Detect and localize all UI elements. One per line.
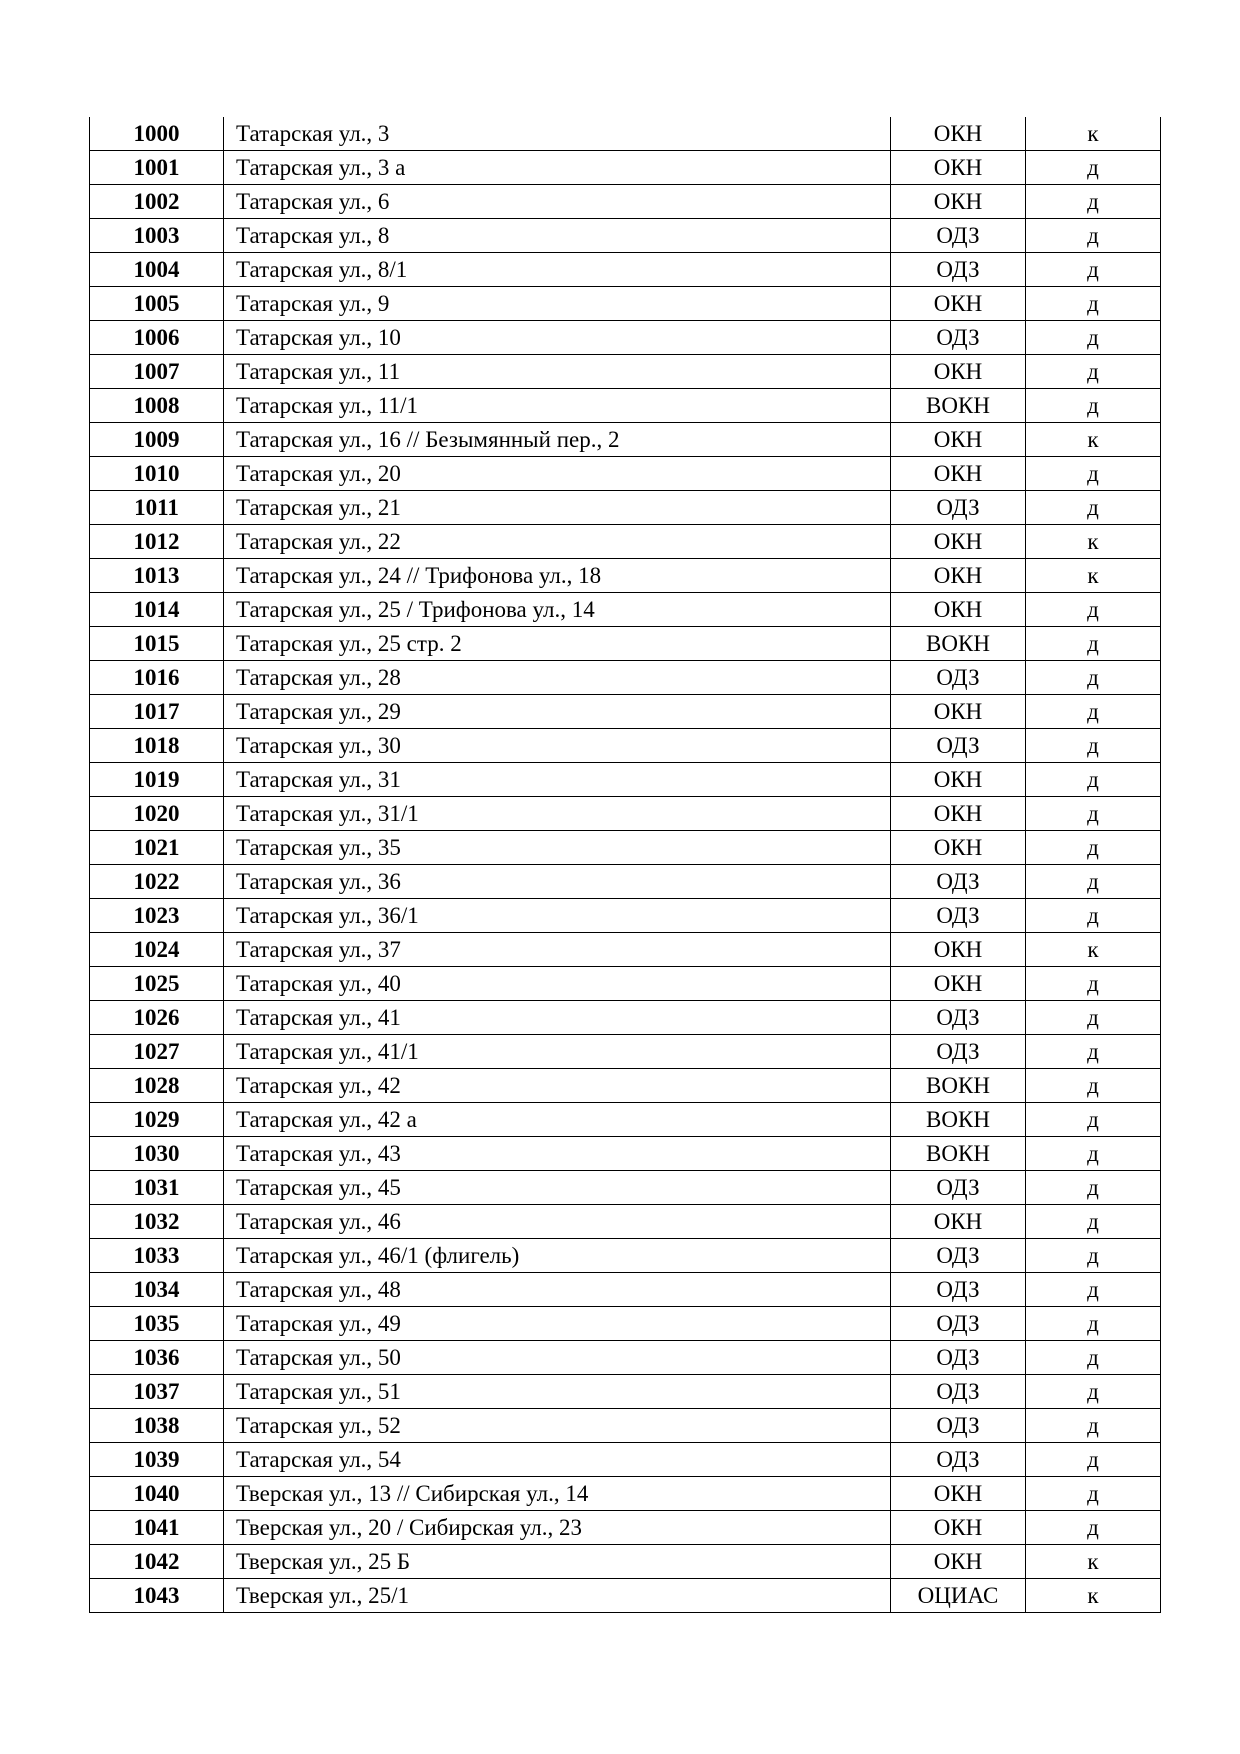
row-number-cell: 1007 (90, 355, 224, 389)
row-number-cell: 1030 (90, 1137, 224, 1171)
significance-cell: д (1026, 1443, 1161, 1477)
table-row (90, 1171, 1161, 1205)
address-cell: Татарская ул., 20 (224, 457, 891, 491)
address-cell: Татарская ул., 41/1 (224, 1035, 891, 1069)
table-row (90, 831, 1161, 865)
table-row (90, 967, 1161, 1001)
category-cell: ВОКН (891, 1103, 1026, 1137)
significance-cell: к (1026, 559, 1161, 593)
address-cell: Татарская ул., 16 // Безымянный пер., 2 (224, 423, 891, 457)
row-number-cell: 1027 (90, 1035, 224, 1069)
row-number-cell: 1014 (90, 593, 224, 627)
address-cell: Татарская ул., 28 (224, 661, 891, 695)
category-cell: ОДЗ (891, 1341, 1026, 1375)
significance-cell: д (1026, 253, 1161, 287)
row-number-cell: 1038 (90, 1409, 224, 1443)
significance-cell: к (1026, 1579, 1161, 1613)
category-cell: ОДЗ (891, 1307, 1026, 1341)
category-cell: ОДЗ (891, 1273, 1026, 1307)
table-row (90, 1001, 1161, 1035)
category-cell: ВОКН (891, 627, 1026, 661)
row-number-cell: 1029 (90, 1103, 224, 1137)
address-cell: Татарская ул., 51 (224, 1375, 891, 1409)
address-cell: Татарская ул., 22 (224, 525, 891, 559)
row-number-cell: 1043 (90, 1579, 224, 1613)
row-number-cell: 1017 (90, 695, 224, 729)
category-cell: ОКН (891, 797, 1026, 831)
category-cell: ОДЗ (891, 1239, 1026, 1273)
table-row (90, 1443, 1161, 1477)
row-number-cell: 1002 (90, 185, 224, 219)
category-cell: ОКН (891, 831, 1026, 865)
table-row (90, 491, 1161, 525)
significance-cell: д (1026, 491, 1161, 525)
table-row (90, 117, 1161, 151)
row-number-cell: 1009 (90, 423, 224, 457)
row-number-cell: 1000 (90, 117, 224, 151)
table-row (90, 1137, 1161, 1171)
row-number-cell: 1012 (90, 525, 224, 559)
significance-cell: д (1026, 831, 1161, 865)
row-number-cell: 1024 (90, 933, 224, 967)
table-row (90, 287, 1161, 321)
significance-cell: д (1026, 1103, 1161, 1137)
address-cell: Татарская ул., 30 (224, 729, 891, 763)
significance-cell: д (1026, 1511, 1161, 1545)
category-cell: ОДЗ (891, 661, 1026, 695)
category-cell: ОКН (891, 355, 1026, 389)
row-number-cell: 1040 (90, 1477, 224, 1511)
row-number-cell: 1020 (90, 797, 224, 831)
table-row (90, 185, 1161, 219)
table-row (90, 933, 1161, 967)
address-cell: Татарская ул., 35 (224, 831, 891, 865)
row-number-cell: 1028 (90, 1069, 224, 1103)
address-cell: Татарская ул., 11/1 (224, 389, 891, 423)
significance-cell: к (1026, 933, 1161, 967)
significance-cell: д (1026, 1069, 1161, 1103)
address-cell: Татарская ул., 42 а (224, 1103, 891, 1137)
table-row (90, 1239, 1161, 1273)
row-number-cell: 1016 (90, 661, 224, 695)
category-cell: ОКН (891, 763, 1026, 797)
row-number-cell: 1008 (90, 389, 224, 423)
category-cell: ОДЗ (891, 253, 1026, 287)
significance-cell: д (1026, 1477, 1161, 1511)
address-cell: Тверская ул., 25 Б (224, 1545, 891, 1579)
row-number-cell: 1021 (90, 831, 224, 865)
table-row (90, 219, 1161, 253)
category-cell: ОДЗ (891, 1409, 1026, 1443)
significance-cell: д (1026, 287, 1161, 321)
row-number-cell: 1023 (90, 899, 224, 933)
heritage-objects-table (89, 117, 1161, 1613)
category-cell: ОКН (891, 933, 1026, 967)
row-number-cell: 1033 (90, 1239, 224, 1273)
row-number-cell: 1015 (90, 627, 224, 661)
table-row (90, 1307, 1161, 1341)
table-row (90, 389, 1161, 423)
category-cell: ОКН (891, 117, 1026, 151)
table-row (90, 1341, 1161, 1375)
category-cell: ОКН (891, 423, 1026, 457)
table-row (90, 321, 1161, 355)
row-number-cell: 1006 (90, 321, 224, 355)
table-row (90, 151, 1161, 185)
category-cell: ОКН (891, 593, 1026, 627)
address-cell: Татарская ул., 8 (224, 219, 891, 253)
row-number-cell: 1032 (90, 1205, 224, 1239)
address-cell: Татарская ул., 29 (224, 695, 891, 729)
category-cell: ОКН (891, 185, 1026, 219)
address-cell: Татарская ул., 36/1 (224, 899, 891, 933)
address-cell: Татарская ул., 36 (224, 865, 891, 899)
table-row (90, 253, 1161, 287)
row-number-cell: 1019 (90, 763, 224, 797)
significance-cell: д (1026, 1341, 1161, 1375)
significance-cell: д (1026, 967, 1161, 1001)
row-number-cell: 1041 (90, 1511, 224, 1545)
table-row (90, 355, 1161, 389)
significance-cell: д (1026, 151, 1161, 185)
address-cell: Тверская ул., 13 // Сибирская ул., 14 (224, 1477, 891, 1511)
row-number-cell: 1005 (90, 287, 224, 321)
category-cell: ОДЗ (891, 1443, 1026, 1477)
significance-cell: д (1026, 797, 1161, 831)
address-cell: Татарская ул., 3 а (224, 151, 891, 185)
row-number-cell: 1018 (90, 729, 224, 763)
significance-cell: д (1026, 185, 1161, 219)
address-cell: Татарская ул., 3 (224, 117, 891, 151)
significance-cell: д (1026, 1205, 1161, 1239)
significance-cell: д (1026, 1035, 1161, 1069)
significance-cell: д (1026, 457, 1161, 491)
table-row (90, 661, 1161, 695)
significance-cell: д (1026, 695, 1161, 729)
row-number-cell: 1039 (90, 1443, 224, 1477)
row-number-cell: 1022 (90, 865, 224, 899)
address-cell: Татарская ул., 6 (224, 185, 891, 219)
address-cell: Татарская ул., 45 (224, 1171, 891, 1205)
address-cell: Татарская ул., 52 (224, 1409, 891, 1443)
significance-cell: д (1026, 1375, 1161, 1409)
row-number-cell: 1001 (90, 151, 224, 185)
significance-cell: к (1026, 117, 1161, 151)
significance-cell: д (1026, 661, 1161, 695)
significance-cell: д (1026, 1171, 1161, 1205)
row-number-cell: 1034 (90, 1273, 224, 1307)
table-row (90, 525, 1161, 559)
significance-cell: д (1026, 1409, 1161, 1443)
address-cell: Татарская ул., 46 (224, 1205, 891, 1239)
table-row (90, 457, 1161, 491)
row-number-cell: 1042 (90, 1545, 224, 1579)
category-cell: ОДЗ (891, 219, 1026, 253)
category-cell: ВОКН (891, 1137, 1026, 1171)
significance-cell: д (1026, 1137, 1161, 1171)
significance-cell: д (1026, 355, 1161, 389)
category-cell: ОДЗ (891, 865, 1026, 899)
significance-cell: д (1026, 899, 1161, 933)
table-row (90, 899, 1161, 933)
address-cell: Татарская ул., 11 (224, 355, 891, 389)
address-cell: Татарская ул., 40 (224, 967, 891, 1001)
address-cell: Татарская ул., 31/1 (224, 797, 891, 831)
category-cell: ОКН (891, 1205, 1026, 1239)
address-cell: Тверская ул., 20 / Сибирская ул., 23 (224, 1511, 891, 1545)
significance-cell: д (1026, 763, 1161, 797)
table-row (90, 1545, 1161, 1579)
row-number-cell: 1025 (90, 967, 224, 1001)
row-number-cell: 1011 (90, 491, 224, 525)
address-cell: Татарская ул., 48 (224, 1273, 891, 1307)
row-number-cell: 1026 (90, 1001, 224, 1035)
row-number-cell: 1031 (90, 1171, 224, 1205)
table-row (90, 729, 1161, 763)
significance-cell: д (1026, 865, 1161, 899)
table-row (90, 1205, 1161, 1239)
category-cell: ОКН (891, 1477, 1026, 1511)
table-row (90, 1103, 1161, 1137)
category-cell: ОДЗ (891, 1171, 1026, 1205)
category-cell: ОКН (891, 559, 1026, 593)
table-row (90, 763, 1161, 797)
significance-cell: д (1026, 593, 1161, 627)
category-cell: ОКН (891, 457, 1026, 491)
category-cell: ОДЗ (891, 1001, 1026, 1035)
row-number-cell: 1036 (90, 1341, 224, 1375)
significance-cell: д (1026, 729, 1161, 763)
category-cell: ОДЗ (891, 1375, 1026, 1409)
table-row (90, 1409, 1161, 1443)
row-number-cell: 1013 (90, 559, 224, 593)
table-row (90, 1579, 1161, 1613)
address-cell: Тверская ул., 25/1 (224, 1579, 891, 1613)
significance-cell: д (1026, 219, 1161, 253)
row-number-cell: 1035 (90, 1307, 224, 1341)
category-cell: ВОКН (891, 1069, 1026, 1103)
table-row (90, 1035, 1161, 1069)
category-cell: ОДЗ (891, 491, 1026, 525)
row-number-cell: 1037 (90, 1375, 224, 1409)
table-row (90, 627, 1161, 661)
table-row (90, 1273, 1161, 1307)
category-cell: ОКН (891, 1545, 1026, 1579)
significance-cell: д (1026, 389, 1161, 423)
category-cell: ОКН (891, 287, 1026, 321)
table-body (90, 117, 1161, 1613)
significance-cell: к (1026, 525, 1161, 559)
row-number-cell: 1004 (90, 253, 224, 287)
address-cell: Татарская ул., 25 / Трифонова ул., 14 (224, 593, 891, 627)
category-cell: ВОКН (891, 389, 1026, 423)
category-cell: ОДЗ (891, 899, 1026, 933)
table-row (90, 1069, 1161, 1103)
category-cell: ОДЗ (891, 321, 1026, 355)
row-number-cell: 1010 (90, 457, 224, 491)
significance-cell: д (1026, 1239, 1161, 1273)
address-cell: Татарская ул., 43 (224, 1137, 891, 1171)
table-row (90, 1511, 1161, 1545)
significance-cell: д (1026, 627, 1161, 661)
table-row (90, 797, 1161, 831)
address-cell: Татарская ул., 10 (224, 321, 891, 355)
address-cell: Татарская ул., 49 (224, 1307, 891, 1341)
significance-cell: к (1026, 423, 1161, 457)
table-row (90, 1477, 1161, 1511)
category-cell: ОКН (891, 695, 1026, 729)
address-cell: Татарская ул., 8/1 (224, 253, 891, 287)
table-row (90, 865, 1161, 899)
row-number-cell: 1003 (90, 219, 224, 253)
significance-cell: д (1026, 321, 1161, 355)
category-cell: ОКН (891, 525, 1026, 559)
address-cell: Татарская ул., 46/1 (флигель) (224, 1239, 891, 1273)
significance-cell: д (1026, 1307, 1161, 1341)
table-row (90, 1375, 1161, 1409)
address-cell: Татарская ул., 41 (224, 1001, 891, 1035)
category-cell: ОДЗ (891, 1035, 1026, 1069)
table-row (90, 695, 1161, 729)
address-cell: Татарская ул., 37 (224, 933, 891, 967)
address-cell: Татарская ул., 24 // Трифонова ул., 18 (224, 559, 891, 593)
address-cell: Татарская ул., 42 (224, 1069, 891, 1103)
table-row (90, 559, 1161, 593)
significance-cell: к (1026, 1545, 1161, 1579)
address-cell: Татарская ул., 21 (224, 491, 891, 525)
category-cell: ОКН (891, 1511, 1026, 1545)
address-cell: Татарская ул., 9 (224, 287, 891, 321)
category-cell: ОКН (891, 151, 1026, 185)
address-cell: Татарская ул., 31 (224, 763, 891, 797)
significance-cell: д (1026, 1273, 1161, 1307)
table-row (90, 423, 1161, 457)
category-cell: ОКН (891, 967, 1026, 1001)
address-cell: Татарская ул., 25 стр. 2 (224, 627, 891, 661)
significance-cell: д (1026, 1001, 1161, 1035)
category-cell: ОДЗ (891, 729, 1026, 763)
table-row (90, 593, 1161, 627)
category-cell: ОЦИАС (891, 1579, 1026, 1613)
address-cell: Татарская ул., 54 (224, 1443, 891, 1477)
address-cell: Татарская ул., 50 (224, 1341, 891, 1375)
